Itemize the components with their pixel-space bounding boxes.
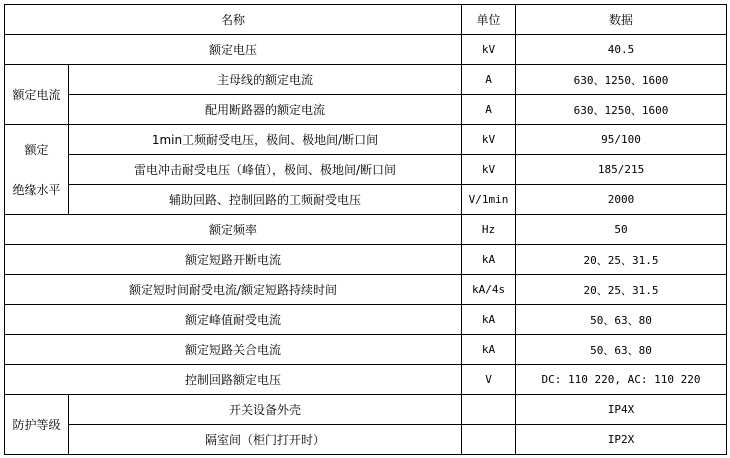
header-value: 数据 (516, 5, 727, 35)
group-label-insulation-level (5, 125, 69, 215)
table-row (5, 365, 727, 395)
table-row (5, 245, 727, 275)
row-value: IP2X (516, 425, 727, 455)
group-label-line: 额定 (24, 142, 49, 157)
row-name: 额定峰值耐受电流 (5, 305, 462, 335)
row-name: 额定短路关合电流 (5, 335, 462, 365)
table-row (5, 305, 727, 335)
table-row (5, 275, 727, 305)
spec-table (4, 4, 727, 455)
row-name: 额定频率 (5, 215, 462, 245)
row-name: 配用断路器的额定电流 (69, 95, 462, 125)
group-label-protection-grade: 防护等级 (5, 395, 69, 455)
row-value: 2000 (516, 185, 727, 215)
header-unit: 单位 (462, 5, 516, 35)
table-row (5, 335, 727, 365)
header-name: 名称 (5, 5, 462, 35)
row-unit: kA (462, 335, 516, 365)
row-unit: kA (462, 245, 516, 275)
row-unit: A (462, 95, 516, 125)
row-unit (462, 425, 516, 455)
row-name: 主母线的额定电流 (69, 65, 462, 95)
row-unit: Hz (462, 215, 516, 245)
row-unit: V/1min (462, 185, 516, 215)
row-unit: V (462, 365, 516, 395)
row-name: 雷电冲击耐受电压（峰值），极间、极地间/断口间 (69, 155, 462, 185)
row-value: 20、25、31.5 (516, 275, 727, 305)
table-header-row (5, 5, 727, 35)
row-value: 40.5 (516, 35, 727, 65)
row-value: 50、63、80 (516, 305, 727, 335)
table-row (5, 215, 727, 245)
row-value: DC: 110 220, AC: 110 220 (516, 365, 727, 395)
table-row (5, 395, 727, 425)
row-name: 1min工频耐受电压，极间、极地间/断口间 (69, 125, 462, 155)
row-unit: kA (462, 305, 516, 335)
row-unit: A (462, 65, 516, 95)
row-name: 额定电压 (5, 35, 462, 65)
row-name: 控制回路额定电压 (5, 365, 462, 395)
row-name: 辅助回路、控制回路的工频耐受电压 (69, 185, 462, 215)
row-unit (462, 395, 516, 425)
row-name: 隔室间（柜门打开时） (69, 425, 462, 455)
row-value: 20、25、31.5 (516, 245, 727, 275)
row-value: 630、1250、1600 (516, 65, 727, 95)
table-row (5, 425, 727, 455)
row-value: IP4X (516, 395, 727, 425)
row-name: 额定短时间耐受电流/额定短路持续时间 (5, 275, 462, 305)
table-row (5, 185, 727, 215)
row-value: 630、1250、1600 (516, 95, 727, 125)
row-name: 额定短路开断电流 (5, 245, 462, 275)
table-row (5, 125, 727, 155)
row-name: 开关设备外壳 (69, 395, 462, 425)
table-row (5, 95, 727, 125)
group-label-line: 绝缘水平 (12, 182, 61, 197)
row-unit: kV (462, 125, 516, 155)
table-row (5, 35, 727, 65)
row-unit: kV (462, 155, 516, 185)
row-value: 185/215 (516, 155, 727, 185)
table-row (5, 65, 727, 95)
row-unit: kA/4s (462, 275, 516, 305)
group-label-rated-current: 额定电流 (5, 65, 69, 125)
row-value: 95/100 (516, 125, 727, 155)
table-row (5, 155, 727, 185)
row-value: 50 (516, 215, 727, 245)
row-value: 50、63、80 (516, 335, 727, 365)
row-unit: kV (462, 35, 516, 65)
